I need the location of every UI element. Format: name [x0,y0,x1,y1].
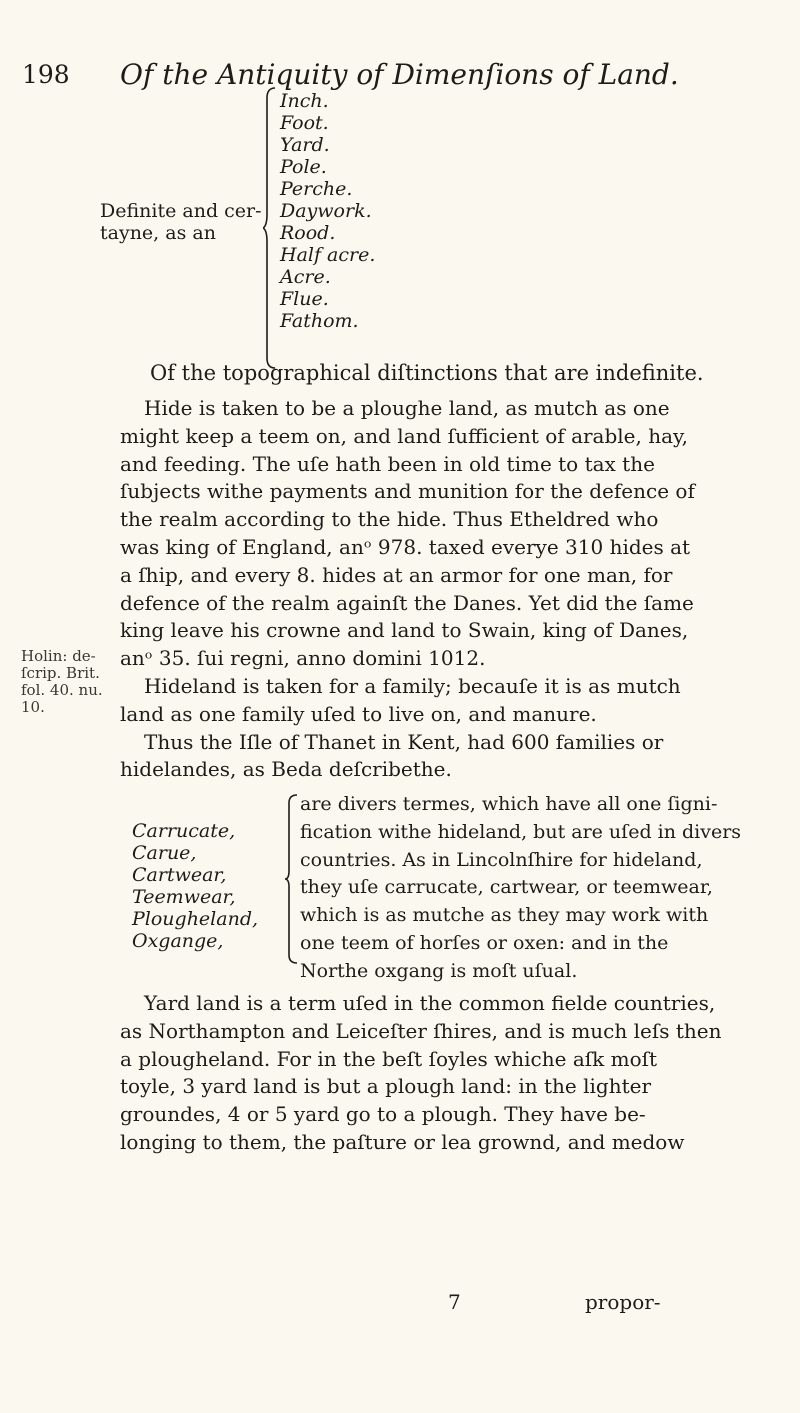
text-line: was king of England, anᵒ 978. taxed everye 310 hides at [120,534,691,559]
units-list [280,90,375,332]
signature-mark: 7 [448,1290,461,1314]
text-line: Thus the Iſle of Thanet in Kent, had 600 families or [144,729,664,754]
unit-item: Rood. [280,222,336,244]
units-brace [263,86,277,370]
running-title: Of the Antiquity of Dimenſions of Land. [120,58,679,91]
text-line: land as one family uſed to live on, and manure. [120,701,597,726]
text-line: which is as mutche as they may work with [300,904,709,927]
text-line: might keep a teem on, and land ſufficient of arable, hay, [120,423,689,448]
unit-item: Pole. [280,156,327,178]
term-item: Carue, [132,842,197,864]
text-line: Northe oxgang is moſt uſual. [300,959,578,982]
text-line: Hide is taken to be a ploughe land, as mutch as one [144,396,670,420]
text-line: hidelandes, as Beda deſcribethe. [120,757,452,782]
unit-item: Daywork. [280,200,372,222]
unit-item: Inch. [280,90,329,112]
text-line: Hideland is taken for a family; becauſe it is as mutch [144,673,681,698]
text-line: longing to them, the paſture or lea grownd, and medow [120,1129,685,1154]
margin-note-line: Holin: de- [21,647,96,665]
term-item: Plougheland, [132,908,259,930]
margin-note-line: fol. 40. nu. [21,681,103,699]
text-line: anᵒ 35. ſui regni, anno domini 1012. [120,646,486,671]
unit-item: Fathom. [280,310,359,332]
text-line: a plougheland. For in the beſt ſoyles whiche aſk moſt [120,1046,658,1071]
unit-item: Acre. [280,266,331,288]
text-line: ſubjects withe payments and munition for the defence of [120,479,695,504]
unit-item: Yard. [280,134,330,156]
unit-item: Flue. [280,288,329,310]
term-item: Carrucate, [132,820,236,842]
unit-item: Perche. [280,178,353,200]
text-line: fication withe hideland, but are uſed in divers [300,820,742,843]
text-line: groundes, 4 or 5 yard go to a plough. They have be- [120,1102,646,1127]
margin-note-line: ſcrip. Brit. [21,664,100,682]
units-label-line: tayne, as an [100,222,216,244]
body-text-2 [120,990,755,1157]
units-label [100,200,262,244]
text-line: they uſe carrucate, cartwear, or teemwear, [300,876,713,899]
text-line: the realm according to the hide. Thus Etheldred who [120,507,659,532]
text-line: king leave his crowne and land to Swain, king of Danes, [120,618,689,643]
terms-description [300,791,741,986]
text-line: a ſhip, and every 8. hides at an armor for one man, for [120,562,673,587]
text-line: are divers termes, which have all one ſigni- [300,793,718,815]
units-label-line: Definite and cer- [100,200,262,222]
body-text-1 [120,395,755,784]
unit-item: Foot. [280,112,329,134]
margin-note-line: 10. [21,698,45,716]
margin-note [21,648,103,716]
term-item: Cartwear, [132,864,227,886]
term-item: Oxgange, [132,930,224,952]
text-line: toyle, 3 yard land is but a plough land: in the lighter [120,1074,652,1099]
terms-brace [285,793,299,965]
catchword: propor- [585,1290,661,1314]
section-heading: Of the topographical diſtinctions that are indefinite. [150,361,704,385]
text-line: countries. As in Lincolnſhire for hideland, [300,848,703,871]
text-line: and feeding. The uſe hath been in old time to tax the [120,451,655,476]
text-line: one teem of horſes or oxen: and in the [300,931,669,954]
text-line: defence of the realm againſt the Danes. Yet did the ſame [120,590,694,615]
terms-list [132,820,258,952]
term-item: Teemwear, [132,886,236,908]
unit-item: Half acre. [280,244,376,266]
text-line: as Northampton and Leiceſter ſhires, and is much leſs then [120,1018,722,1043]
text-line: Yard land is a term uſed in the common fielde countries, [144,991,716,1015]
page-number: 198 [22,60,70,89]
